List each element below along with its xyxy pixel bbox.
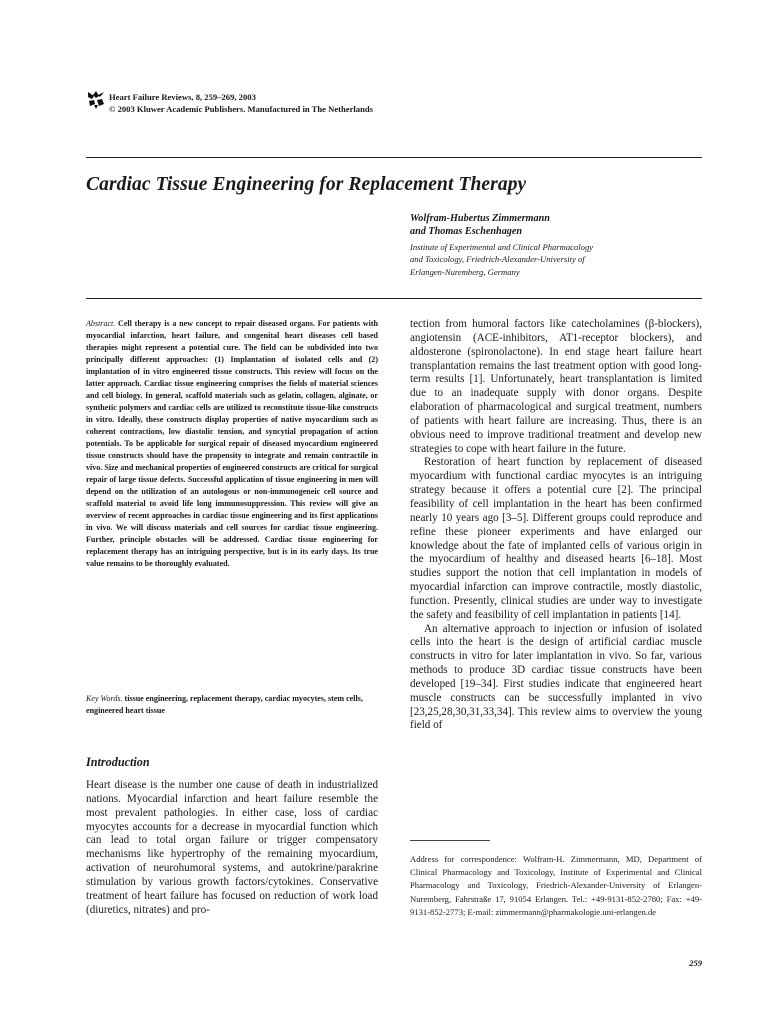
body-paragraph: tection from humoral factors like catecholamines (β-blockers), angiotensin (ACE-inhibitors, AT1-receptor blockers), and aldosterone (spironolactone). In end stage heart failure heart transplantation remains the last treatment option with good long-term results [1]. Unfortunately, heart transplantation is limited due to an inadequate supply with donor organs. Despite elaboration of pharmacological and surgical treatment, numbers of patients with heart failure are increasing. Thus, there is an obvious need to improve traditional treatment and develop new strategies to cope with heart failure in the future. <box>410 318 702 455</box>
correspondence-address: Address for correspondence: Wolfram-H. Zimmermann, MD, Department of Clinical Pharmacology and Toxicology, Institute of Experimental and Clinical Pharmacology and Toxicology, Friedrich-Alexander-University of Erlangen-Nuremberg, Fahrstraße 17, 91054 Erlangen. Tel.: +49-9131-852-2780; Fax: +49-9131-852-2773; E-mail: zimmermann@pharmakologie.uni-erlangen.de <box>410 854 702 917</box>
abstract-label: Abstract. <box>86 319 116 328</box>
header-rule <box>86 157 702 158</box>
right-column-body <box>410 318 702 733</box>
publisher-logo <box>86 90 106 110</box>
journal-citation: Heart Failure Reviews, 8, 259–269, 2003 <box>109 92 256 102</box>
keywords-text: tissue engineering, replacement therapy, cardiac myocytes, stem cells, engineered heart tissue <box>86 694 363 716</box>
keywords-label: Key Words. <box>86 694 123 703</box>
body-paragraph: Restoration of heart function by replacement of diseased myocardium with functional cardiac myocytes is an intriguing strategy because it offers a potential cure [2]. The principal feasibility of cell implantation in the heart has been confirmed nearly 10 years ago [3–5]. Different groups could reproduce and refine these pioneer experiments and have enlarged our knowledge about the fate of implanted cells of various origin in the myocardium of healthy and diseased hearts [6–18]. Most studies support the notion that cell implantation in models of myocardial infarction can improve contractile, mostly diastolic, function. Presently, clinical studies are under way to investigate the safety and feasibility of cell implantation in patients [14]. <box>410 456 702 621</box>
journal-header <box>109 92 373 115</box>
copyright-line: © 2003 Kluwer Academic Publishers. Manufactured in The Netherlands <box>109 103 374 114</box>
kluwer-logo-icon <box>86 90 106 110</box>
affiliation-line: Erlangen-Nuremberg, Germany <box>410 266 520 277</box>
article-title: Cardiac Tissue Engineering for Replacement Therapy <box>86 174 527 195</box>
author-line: Wolfram-Hubertus Zimmermann <box>410 213 550 224</box>
keywords <box>86 693 378 717</box>
abstract <box>86 318 378 570</box>
introduction-heading: Introduction <box>86 755 150 769</box>
affiliation-line: and Toxicology, Friedrich-Alexander-University of <box>410 254 585 265</box>
title-block-rule <box>86 298 702 299</box>
affiliation <box>410 241 593 278</box>
introduction-paragraph: Heart disease is the number one cause of death in industrialized nations. Myocardial infarction and heart failure resemble the most prevalent pathologies. In either case, loss of cardiac myocytes accounts for a decrease in myocardial function which can lead to total organ failure or trigger compensatory mechanisms like hypertrophy of the remaining myocardium, activation of neurohumoral systems, and autokrine/parakrine stimulation by various growth factors/cytokines. Conservative treatment of heart failure has focused on reduction of work load (diuretics, nitrates) and pro- <box>86 779 378 916</box>
body-paragraph: An alternative approach to injection or infusion of isolated cells into the heart is the design of artificial cardiac muscle constructs in vitro for later implantation in vivo. So far, various methods to produce 3D cardiac tissue constructs have been developed [19–34]. First studies indicate that engineered heart muscle constructs can be successfully implanted in vivo [23,25,28,30,31,33,34]. This review aims to overview the young field of <box>410 622 702 732</box>
authors <box>410 212 550 238</box>
affiliation-line: Institute of Experimental and Clinical Pharmacology <box>410 242 594 252</box>
introduction-body <box>86 779 378 917</box>
footnote-rule <box>410 840 490 841</box>
page-number: 259 <box>689 958 702 968</box>
abstract-text: Cell therapy is a new concept to repair diseased organs. For patients with myocardial infarction, heart failure, and congenital heart diseases cell based therapies might represent a potential cure. The field can be subdivided into two principally different approaches: (1) Implantation of isolated cells and (2) implantation of in vitro engineered tissue constructs. This review will focus on the latter approach. Cardiac tissue engineering comprises the fields of material sciences and cell biology. In general, scaffold materials such as gelatin, collagen, alginate, or synthetic polymers and cardiac cells are utilized to reconstitute tissue-like constructs in vitro. Ideally, these constructs display properties of native myocardium such as coherent contractions, low diastolic tension, and syncytial propagation of action potentials. To be applicable for surgical repair of diseased myocardium engineered tissue constructs should have the propensity to integrate and remain contractile in vivo. Size and mechanical properties of engineered constructs are critical for surgical repair of large tissue defects. Successful application of tissue engineering in men will depend on the utilization of an autologous or non-immunogeneic cell source and scaffold material to avoid life long immunosuppression. This review will give an overview of recent approaches in cardiac tissue engineering and its first applications in vivo. We will discuss materials and cell sources for cardiac tissue engineering. Further, principle obstacles will be addressed. Cardiac tissue engineering for replacement therapy has an intriguing perspective, but is in its early days. Its true value remains to be thoroughly evaluated. <box>86 319 378 569</box>
author-line: and Thomas Eschenhagen <box>410 226 523 237</box>
